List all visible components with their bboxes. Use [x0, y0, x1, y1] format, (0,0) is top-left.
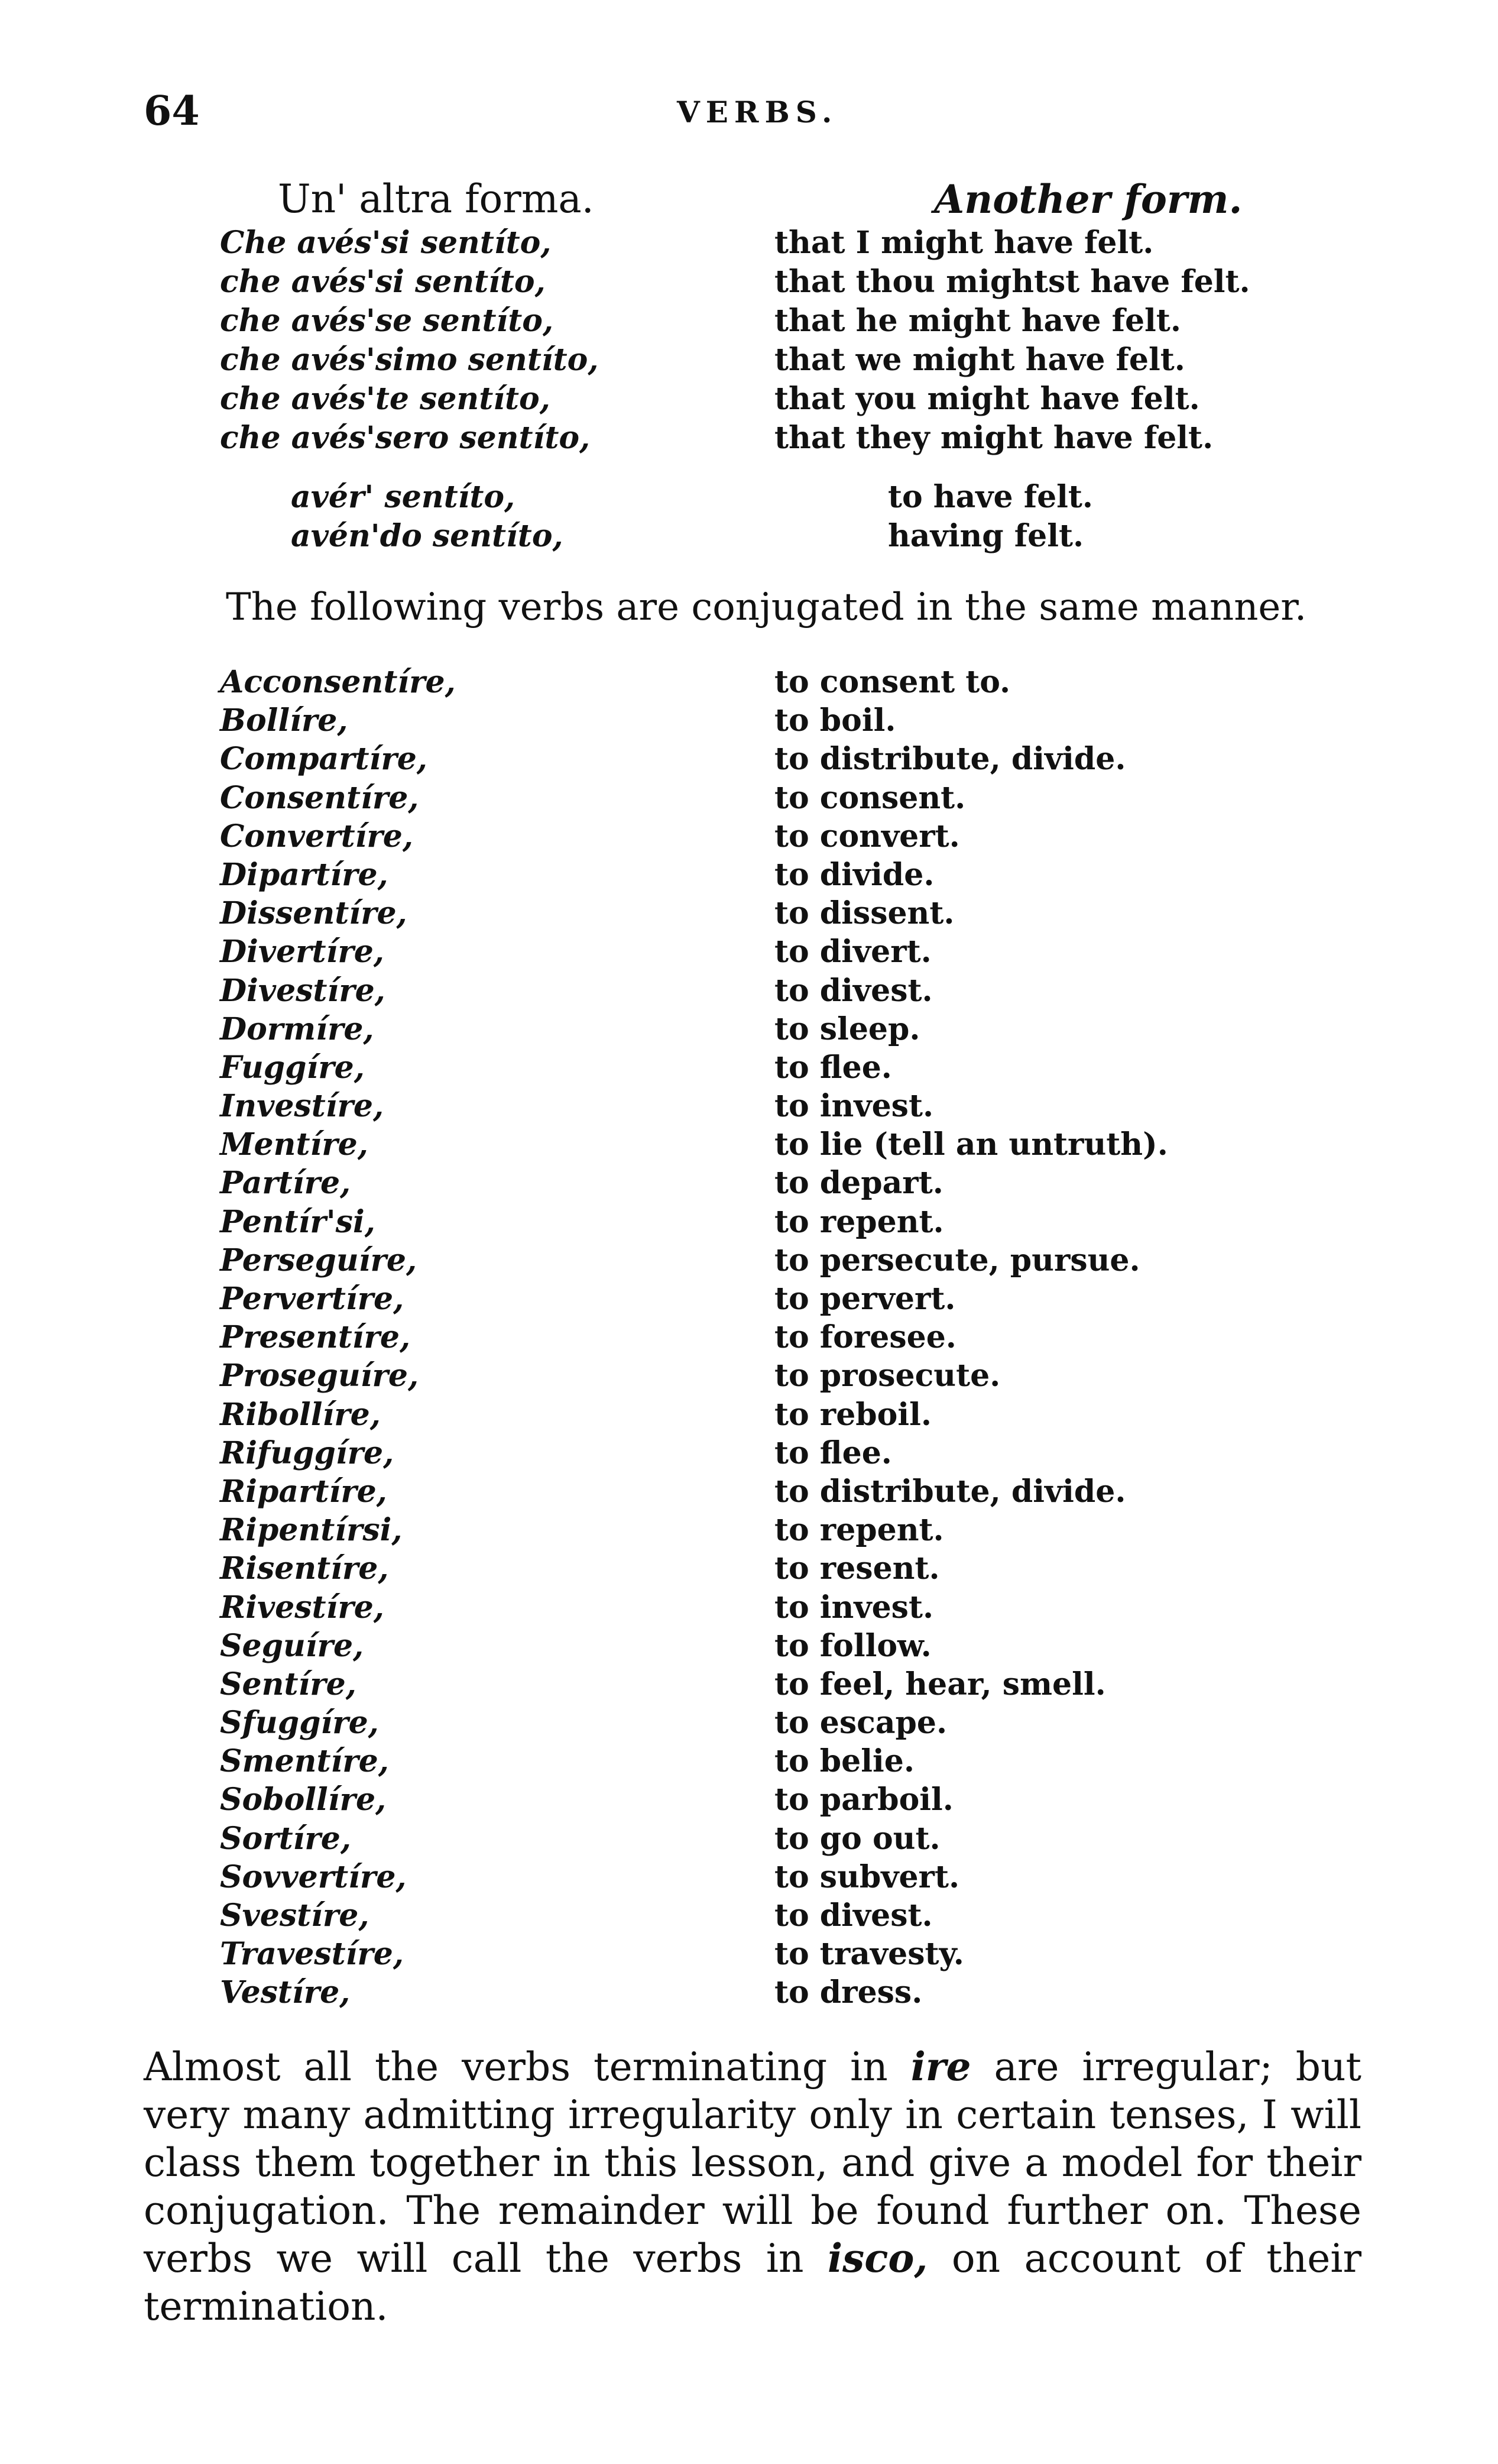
italian-verb: Mentíre, — [220, 1126, 368, 1163]
verb-row — [0, 1011, 1498, 1050]
verb-row — [0, 1512, 1498, 1550]
english-meaning: to divide. — [774, 856, 935, 893]
conjugation-row — [0, 225, 1498, 264]
english-meaning: to follow. — [774, 1627, 932, 1664]
italian-verb: Perseguíre, — [220, 1242, 417, 1278]
english-meaning: to distribute, divide. — [774, 1473, 1126, 1510]
english-translation: to have felt. — [888, 479, 1094, 515]
verb-row — [0, 1705, 1498, 1743]
english-translation: that they might have felt. — [774, 420, 1214, 456]
italian-verb: Presentíre, — [220, 1319, 411, 1356]
italian-form: che avés'te sentíto, — [220, 381, 550, 417]
verb-row — [0, 1589, 1498, 1628]
english-meaning: to persecute, pursue. — [774, 1242, 1140, 1278]
english-meaning: to lie (tell an untruth). — [774, 1126, 1168, 1163]
verb-row — [0, 1204, 1498, 1242]
italian-verb: Pervertíre, — [220, 1281, 404, 1317]
italian-verb: Partíre, — [220, 1165, 351, 1202]
verb-row — [0, 1435, 1498, 1474]
english-translation: that I might have felt. — [774, 225, 1154, 261]
english-meaning: to go out. — [774, 1820, 941, 1857]
italian-form: avén'do sentíto, — [291, 518, 563, 554]
english-meaning: to divest. — [774, 972, 933, 1009]
verb-row — [0, 934, 1498, 972]
verb-row — [0, 664, 1498, 702]
conjugation-row — [0, 342, 1498, 381]
italian-verb: Seguíre, — [220, 1627, 364, 1664]
verb-row — [0, 741, 1498, 779]
english-meaning: to travesty. — [774, 1936, 964, 1973]
italian-verb: Risentíre, — [220, 1550, 389, 1587]
italian-verb: Consentíre, — [220, 779, 419, 816]
running-title: VERBS. — [677, 95, 838, 129]
italian-verb: Divestíre, — [220, 972, 385, 1009]
english-meaning: to dress. — [774, 1974, 923, 2011]
italian-verb: Investíre, — [220, 1088, 384, 1125]
infinitive-row — [0, 479, 1498, 518]
italian-form: che avés'simo sentíto, — [220, 342, 599, 378]
paragraph-text: Almost all the verbs terminating in — [144, 2044, 911, 2090]
italian-verb: Compartíre, — [220, 741, 427, 778]
italian-verb: Sobollíre, — [220, 1782, 387, 1818]
english-meaning: to divest. — [774, 1898, 933, 1934]
english-meaning: to foresee. — [774, 1319, 956, 1356]
english-translation: that thou mightst have felt. — [774, 264, 1250, 300]
english-meaning: to distribute, divide. — [774, 741, 1126, 778]
english-meaning: to boil. — [774, 702, 896, 739]
verb-row — [0, 1088, 1498, 1126]
verb-row — [0, 1242, 1498, 1281]
italian-verb: Travestíre, — [220, 1936, 404, 1973]
italian-verb: Ripartíre, — [220, 1473, 387, 1510]
italian-verb: Rivestíre, — [220, 1589, 384, 1626]
italian-column-heading: Un' altra forma. — [278, 176, 594, 222]
verb-row — [0, 1319, 1498, 1358]
english-meaning: to consent. — [774, 779, 966, 816]
english-meaning: to subvert. — [774, 1858, 960, 1895]
verb-row — [0, 1126, 1498, 1165]
paragraph-text: are irregular; but very many admitting irregularity only in certain tenses, I will class them together in this lesson, and give a model for their conjugation. The remainder will be found further on. These verbs we will call the verbs in — [144, 2044, 1361, 2281]
english-translation: that you might have felt. — [774, 381, 1200, 417]
italian-verb: Smentíre, — [220, 1743, 389, 1780]
verb-row — [0, 1666, 1498, 1705]
english-meaning: to resent. — [774, 1550, 940, 1587]
paragraph-emphasis: isco, — [827, 2235, 928, 2281]
italian-form: Che avés'si sentíto, — [220, 225, 552, 261]
verb-list — [0, 664, 1498, 2013]
italian-verb: Ribollíre, — [220, 1396, 381, 1433]
italian-verb: Acconsentíre, — [220, 664, 456, 700]
english-meaning: to flee. — [774, 1049, 892, 1086]
verb-row — [0, 1397, 1498, 1435]
italian-verb: Dissentíre, — [220, 895, 407, 932]
english-meaning: to pervert. — [774, 1281, 956, 1317]
conjugation-row — [0, 303, 1498, 342]
italian-verb: Sortíre, — [220, 1820, 351, 1857]
verb-row — [0, 1050, 1498, 1088]
english-meaning: to invest. — [774, 1589, 934, 1626]
english-meaning: to invest. — [774, 1088, 934, 1125]
verb-row — [0, 1628, 1498, 1666]
conjugation-row — [0, 264, 1498, 303]
english-meaning: to dissent. — [774, 895, 955, 932]
verb-row — [0, 702, 1498, 741]
italian-verb: Dormíre, — [220, 1011, 374, 1047]
italian-verb: Bollíre, — [220, 702, 348, 739]
english-meaning: to consent to. — [774, 664, 1011, 700]
italian-verb: Svestíre, — [220, 1898, 369, 1934]
english-meaning: to repent. — [774, 1203, 944, 1240]
verb-row — [0, 1974, 1498, 2013]
conjugation-row — [0, 381, 1498, 420]
english-translation: that we might have felt. — [774, 342, 1185, 378]
english-meaning: to depart. — [774, 1165, 943, 1202]
english-meaning: to prosecute. — [774, 1358, 1001, 1394]
verb-row — [0, 1474, 1498, 1512]
italian-verb: Sovvertíre, — [220, 1858, 407, 1895]
english-meaning: to flee. — [774, 1435, 892, 1471]
italian-verb: Fuggíre, — [220, 1049, 365, 1086]
english-meaning: to reboil. — [774, 1396, 932, 1433]
english-meaning: to belie. — [774, 1743, 915, 1780]
english-meaning: to feel, hear, smell. — [774, 1666, 1106, 1702]
italian-form: che avés'si sentíto, — [220, 264, 546, 300]
italian-verb: Ripentírsi, — [220, 1512, 403, 1549]
verb-row — [0, 973, 1498, 1011]
italian-verb: Proseguíre, — [220, 1358, 419, 1394]
verb-row — [0, 1743, 1498, 1782]
infinitive-row — [0, 518, 1498, 557]
intro-sentence: The following verbs are conjugated in the same manner. — [226, 585, 1307, 629]
verb-row — [0, 1782, 1498, 1820]
verb-row — [0, 1898, 1498, 1936]
verb-row — [0, 1165, 1498, 1203]
italian-verb: Rifuggíre, — [220, 1435, 394, 1471]
infinitive-table — [0, 479, 1498, 557]
page-number: 64 — [144, 88, 200, 135]
verb-row — [0, 1358, 1498, 1396]
verb-row — [0, 895, 1498, 934]
verb-row — [0, 818, 1498, 857]
english-translation: that he might have felt. — [774, 303, 1181, 339]
english-translation: having felt. — [888, 518, 1084, 554]
paragraph-emphasis: ire — [910, 2044, 971, 2090]
english-meaning: to divert. — [774, 934, 932, 970]
verb-row — [0, 1281, 1498, 1319]
closing-paragraph — [144, 2043, 1361, 2330]
italian-verb: Convertíre, — [220, 818, 413, 854]
italian-verb: Dipartíre, — [220, 856, 388, 893]
italian-form: che avés'sero sentíto, — [220, 420, 591, 456]
verb-row — [0, 1550, 1498, 1589]
english-column-heading: Another form. — [934, 176, 1243, 222]
paragraph-text: on account of their termination. — [144, 2236, 1361, 2329]
english-meaning: to escape. — [774, 1705, 948, 1741]
italian-verb: Pentír'si, — [220, 1203, 375, 1240]
english-meaning: to sleep. — [774, 1011, 920, 1047]
conjugation-table — [0, 225, 1498, 459]
verb-row — [0, 857, 1498, 895]
english-meaning: to convert. — [774, 818, 960, 854]
verb-row — [0, 1936, 1498, 1974]
verb-row — [0, 780, 1498, 818]
english-meaning: to parboil. — [774, 1782, 954, 1818]
verb-row — [0, 1859, 1498, 1898]
english-meaning: to repent. — [774, 1512, 944, 1549]
italian-form: che avés'se sentíto, — [220, 303, 554, 339]
italian-verb: Vestíre, — [220, 1974, 351, 2011]
italian-verb: Divertíre, — [220, 934, 384, 970]
conjugation-row — [0, 420, 1498, 459]
italian-form: avér' sentíto, — [291, 479, 515, 515]
italian-verb: Sfuggíre, — [220, 1705, 379, 1741]
verb-row — [0, 1821, 1498, 1859]
italian-verb: Sentíre, — [220, 1666, 356, 1702]
